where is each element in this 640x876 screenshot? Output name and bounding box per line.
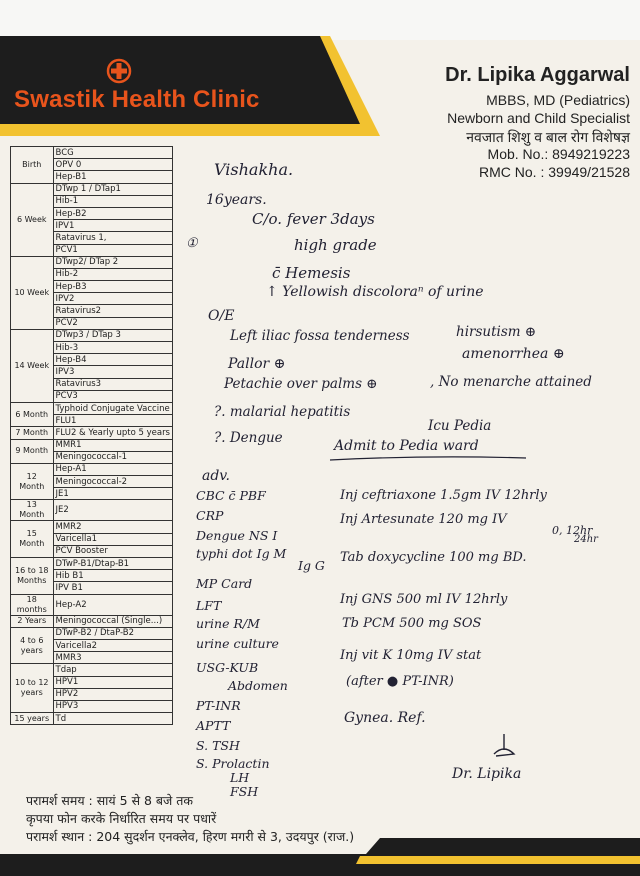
doctor-degrees: MBBS, MD (Pediatrics) xyxy=(486,92,630,108)
vaccine-name: IPV3 xyxy=(53,366,172,378)
vaccine-age: 6 Week xyxy=(11,183,54,256)
vaccine-row xyxy=(11,500,173,521)
investigation-item: CRP xyxy=(196,508,224,523)
complaint-3: c̄ Hemesis xyxy=(272,264,351,282)
vaccine-name: BCG xyxy=(53,147,172,159)
vaccine-row xyxy=(11,439,173,451)
vaccine-name: PCV1 xyxy=(53,244,172,256)
investigation-item: LH xyxy=(230,770,250,785)
investigation-item: CBC c̄ PBF xyxy=(196,488,266,503)
vaccine-age: 10 to 12 years xyxy=(11,664,54,713)
investigation-item: LFT xyxy=(196,598,222,613)
vaccine-name: DTwp2/ DTap 2 xyxy=(53,256,172,268)
vaccine-age: Birth xyxy=(11,147,54,184)
rx-2c: 24hr xyxy=(574,534,598,545)
vaccine-age: 4 to 6 years xyxy=(11,627,54,664)
vaccine-name: MMR3 xyxy=(53,652,172,664)
vaccine-name: FLU2 & Yearly upto 5 years xyxy=(53,427,172,439)
doctor-rmc: RMC No. : 39949/21528 xyxy=(479,164,630,180)
rx-3: Tab doxycycline 100 mg BD. xyxy=(340,550,527,565)
vaccine-row xyxy=(11,558,173,570)
doctor-name: Dr. Lipika Aggarwal xyxy=(445,64,630,86)
vaccine-name: Hep-B2 xyxy=(53,207,172,219)
vaccine-row xyxy=(11,329,173,341)
admit-note: Admit to Pedia ward xyxy=(334,438,479,454)
investigation-item: S. Prolactin xyxy=(196,756,270,771)
signature-mark xyxy=(490,732,520,760)
footer-timing: परामर्श समय : सायं 5 से 8 बजे तक xyxy=(26,793,194,808)
investigation-item: APTT xyxy=(196,718,231,733)
vaccine-name: Tdap xyxy=(53,664,172,676)
vaccine-name: PCV Booster xyxy=(53,545,172,557)
investigation-item: MP Card xyxy=(196,576,253,591)
vaccine-name: HPV1 xyxy=(53,676,172,688)
rx-5: Tb PCM 500 mg SOS xyxy=(342,616,482,631)
vaccine-row xyxy=(11,594,173,615)
investigation-item: Dengue NS I xyxy=(196,528,278,543)
vaccine-age: 13 Month xyxy=(11,500,54,521)
vaccine-name: Meningococcal-1 xyxy=(53,451,172,463)
advice-heading: adv. xyxy=(202,468,231,484)
vaccine-name: IPV B1 xyxy=(53,582,172,594)
vaccination-schedule-table xyxy=(10,146,173,725)
doctor-specialty: Newborn and Child Specialist xyxy=(447,110,630,126)
vaccine-row xyxy=(11,627,173,639)
vaccine-name: PCV2 xyxy=(53,317,172,329)
vaccine-age: 7 Month xyxy=(11,427,54,439)
rx-4: Inj GNS 500 ml IV 12hrly xyxy=(340,592,508,607)
exam-pallor: Pallor ⊕ xyxy=(228,356,286,372)
note-marker: ① xyxy=(186,236,198,251)
investigation-item: urine R/M xyxy=(196,616,260,631)
vaccine-name: DTwp 1 / DTap1 xyxy=(53,183,172,195)
vaccine-name: IPV1 xyxy=(53,220,172,232)
vaccine-name: Hep-A2 xyxy=(53,594,172,615)
vaccine-name: FLU1 xyxy=(53,415,172,427)
investigation-item: Abdomen xyxy=(228,678,288,693)
exam-1b: hirsutism ⊕ xyxy=(456,324,537,340)
exam-petechiae: Petachie over palms ⊕ xyxy=(224,376,378,392)
rx-6: Inj vit K 10mg IV stat xyxy=(340,648,482,663)
vaccine-name: Hib-3 xyxy=(53,342,172,354)
vaccine-row xyxy=(11,256,173,268)
vaccine-name: Hep-A1 xyxy=(53,463,172,475)
vaccine-name: Hib-2 xyxy=(53,268,172,280)
vaccine-row xyxy=(11,183,173,195)
vaccine-age: 12 Month xyxy=(11,463,54,500)
vaccine-name: Hep-B1 xyxy=(53,171,172,183)
vaccine-name: Typhoid Conjugate Vaccine xyxy=(53,402,172,414)
vaccine-name: JE2 xyxy=(53,500,172,521)
vaccine-age: 15 Month xyxy=(11,521,54,558)
vaccine-name: Hib-1 xyxy=(53,195,172,207)
vaccine-row xyxy=(11,521,173,533)
rx-7: Gynea. Ref. xyxy=(344,710,426,726)
vaccine-name: PCV3 xyxy=(53,390,172,402)
ipd-note: Icu Pedia xyxy=(428,418,492,434)
vaccine-name: Ratavirus3 xyxy=(53,378,172,390)
vaccine-name: DTwp3 / DTap 3 xyxy=(53,329,172,341)
vaccine-name: Ratavirus 1, xyxy=(53,232,172,244)
vaccine-name: HPV2 xyxy=(53,688,172,700)
investigation-item: FSH xyxy=(230,784,259,799)
ddx-2: ?. Dengue xyxy=(214,430,283,446)
swastik-cross-icon xyxy=(106,58,132,84)
vaccine-row xyxy=(11,402,173,414)
vaccine-name: Varicella1 xyxy=(53,533,172,545)
vaccine-name: OPV 0 xyxy=(53,159,172,171)
vaccine-row xyxy=(11,664,173,676)
investigation-item: urine culture xyxy=(196,636,279,651)
rx-2: Inj Artesunate 120 mg IV xyxy=(340,512,507,527)
investigation-item: S. TSH xyxy=(196,738,240,753)
vaccine-name: Td xyxy=(53,713,172,725)
oe-heading: O/E xyxy=(208,308,235,324)
doctor-mobile: Mob. No.: 8949219223 xyxy=(487,146,630,162)
vaccine-name: DTwP-B1/Dtap-B1 xyxy=(53,558,172,570)
vaccine-age: 15 years xyxy=(11,713,54,725)
ddx-1: ?. malarial hepatitis xyxy=(214,404,351,420)
doctor-signature: Dr. Lipika xyxy=(452,766,522,782)
investigation-item: typhi dot Ig M xyxy=(196,546,287,561)
admit-underline xyxy=(328,454,528,464)
vaccine-name: Hep-B3 xyxy=(53,281,172,293)
footer-appointment: कृपया फोन करके निर्धारित समय पर पधारें xyxy=(26,811,217,826)
vaccine-age: 2 Years xyxy=(11,615,54,627)
investigation-item: USG-KUB xyxy=(196,660,259,675)
rx-1: Inj ceftriaxone 1.5gm IV 12hrly xyxy=(340,488,547,503)
rx-6b: (after ● PT-INR) xyxy=(346,674,454,689)
vaccine-age: 18 months xyxy=(11,594,54,615)
vaccine-name: Ratavirus2 xyxy=(53,305,172,317)
vaccine-age: 6 Month xyxy=(11,402,54,426)
vaccine-name: MMR1 xyxy=(53,439,172,451)
vaccine-row xyxy=(11,615,173,627)
vaccine-name: IPV2 xyxy=(53,293,172,305)
investigation-item: PT-INR xyxy=(196,698,241,713)
vaccine-name: DTwP-B2 / DtaP-B2 xyxy=(53,627,172,639)
investigation-item: Ig G xyxy=(298,558,325,573)
patient-age: 16years. xyxy=(206,192,267,208)
complaint-4: ↑ Yellowish discoloraⁿ of urine xyxy=(266,284,484,300)
vaccine-row xyxy=(11,427,173,439)
exam-menarche: , No menarche attained xyxy=(430,374,592,390)
vaccine-name: Hib B1 xyxy=(53,570,172,582)
vaccine-name: Meningococcal (Single...) xyxy=(53,615,172,627)
vaccine-name: Meningococcal-2 xyxy=(53,476,172,488)
top-strip xyxy=(0,0,640,40)
footer-band xyxy=(0,832,640,876)
vaccine-age: 9 Month xyxy=(11,439,54,463)
patient-name: Vishakha. xyxy=(214,160,294,179)
vaccine-age: 10 Week xyxy=(11,256,54,329)
rx-2b: 0, 12hr xyxy=(552,524,593,537)
vaccine-name: Varicella2 xyxy=(53,639,172,651)
doctor-specialty-hindi: नवजात शिशु व बाल रोग विशेषज्ञ xyxy=(466,129,630,145)
vaccine-row xyxy=(11,463,173,475)
complaint-2: high grade xyxy=(294,236,377,254)
clinic-name: Swastik Health Clinic xyxy=(14,86,260,113)
vaccine-name: JE1 xyxy=(53,488,172,500)
vaccine-age: 14 Week xyxy=(11,329,54,402)
vaccine-name: Hep-B4 xyxy=(53,354,172,366)
vaccine-row xyxy=(11,713,173,725)
vaccine-name: HPV3 xyxy=(53,700,172,712)
vaccine-age: 16 to 18 Months xyxy=(11,558,54,595)
vaccine-name: MMR2 xyxy=(53,521,172,533)
vaccine-row xyxy=(11,147,173,159)
complaint-1: C/o. fever 3days xyxy=(252,210,375,228)
exam-1: Left iliac fossa tenderness xyxy=(230,328,410,344)
footer-address: परामर्श स्थान : 204 सुदर्शन एनक्लेव, हिरण मगरी से 3, उदयपुर (राज.) xyxy=(26,829,355,844)
exam-amenorrhea: amenorrhea ⊕ xyxy=(462,346,565,362)
